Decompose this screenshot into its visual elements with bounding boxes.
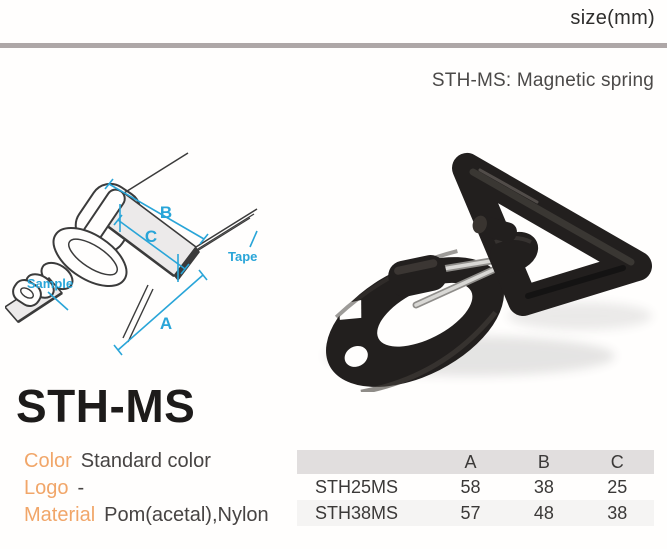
dim-label-a: A	[159, 314, 173, 333]
size-table-header-model	[297, 450, 434, 474]
table-row	[297, 500, 654, 526]
spec-material	[24, 502, 269, 529]
dim-b-value: 48	[507, 500, 580, 526]
product-subtitle: STH-MS: Magnetic spring	[431, 70, 654, 91]
spec-material-label: Material	[24, 504, 96, 526]
size-table-header-b: B	[507, 450, 580, 474]
dim-b-value: 38	[533, 476, 554, 497]
spec-logo-value: -	[77, 477, 85, 499]
spec-color	[24, 448, 269, 475]
dim-label-b: B	[159, 203, 173, 222]
dim-c-value: 38	[581, 500, 654, 526]
sample-label: Sample	[26, 276, 74, 291]
product-title: STH-MS	[16, 380, 196, 432]
tape-label: Tape	[228, 249, 258, 264]
product-photo	[295, 138, 667, 392]
model-name: STH25MS	[315, 476, 399, 497]
header-divider	[0, 43, 667, 48]
dimension-diagram	[5, 152, 275, 370]
spec-material-value: Pom(acetal),Nylon	[104, 504, 269, 526]
dim-label-c: C	[144, 227, 158, 246]
dim-a-value: 57	[434, 500, 507, 526]
model-name: STH38MS	[297, 500, 434, 526]
table-row	[297, 474, 654, 500]
spec-list	[24, 448, 269, 529]
spec-logo	[24, 475, 269, 502]
spec-color-label: Color	[24, 450, 72, 472]
size-table	[297, 450, 654, 526]
spec-color-value: Standard color	[80, 450, 211, 472]
size-table-header-a: A	[434, 450, 507, 474]
size-unit-label: size(mm)	[570, 7, 655, 29]
dim-c-value: 25	[607, 476, 628, 497]
tape-band	[102, 153, 257, 342]
size-table-header-row	[297, 450, 654, 474]
size-table-header-c: C	[581, 450, 654, 474]
spec-logo-label: Logo	[24, 477, 69, 499]
dim-a-value: 58	[460, 476, 481, 497]
